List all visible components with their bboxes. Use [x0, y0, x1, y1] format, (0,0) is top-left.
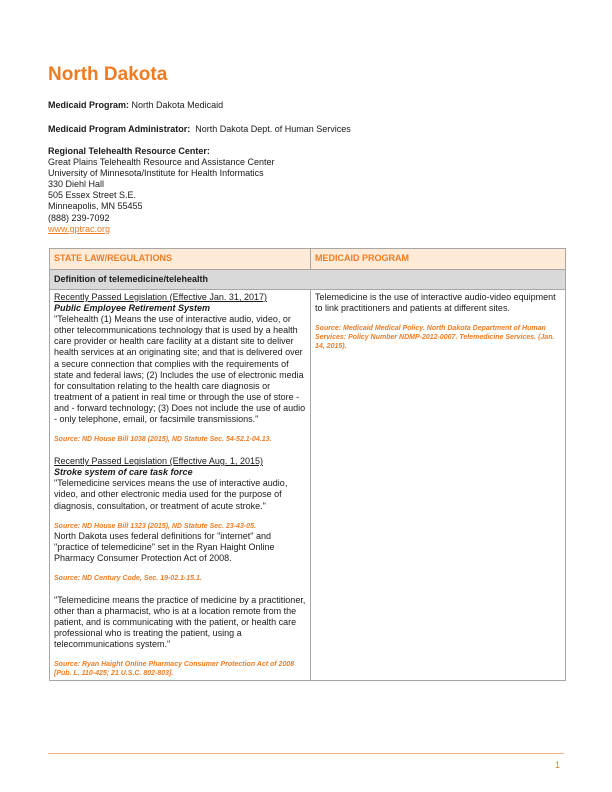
table-header-row: [50, 249, 566, 270]
resource-center-line: (888) 239-7092: [48, 212, 110, 223]
legislation-text: "Telemedicine means the practice of medicine by a practitioner, other than a pharmacist, who is at a location remote from the patient, and is communicating with the patient, or health care professional who is treating the patient, using a telecommunications system.": [54, 594, 306, 650]
resource-center-line: Minneapolis, MN 55455: [48, 201, 143, 212]
resource-center-line: University of Minnesota/Institute for Health Informatics: [48, 168, 264, 179]
medicaid-program-value: North Dakota Medicaid: [131, 100, 224, 110]
legislation-title: Recently Passed Legislation (Effective Jan. 31, 2017): [54, 292, 267, 302]
legislation-text: "Telemedicine services means the use of interactive audio, video, and other electronic media used for the purpose of diagnosis, consultation, or treatment of acute stroke.": [54, 478, 288, 511]
legislation-entry: [54, 595, 306, 678]
medicaid-text: Telemedicine is the use of interactive audio-video equipment to link practitioners and patients at different sites.: [315, 292, 556, 314]
medicaid-cell: [311, 290, 566, 681]
source-citation: Source: ND House Bill 1323 (2015), ND Statute Sec. 23-43-05.: [54, 522, 256, 530]
legislation-entry: [54, 456, 306, 530]
medicaid-admin: Medicaid Program Administrator: North Dakota Dept. of Human Services: [48, 124, 351, 134]
header-state-law: STATE LAW/REGULATIONS: [50, 249, 311, 270]
footer-divider: [48, 753, 564, 754]
resource-center-link[interactable]: www.gptrac.org: [48, 223, 111, 234]
header-medicaid: MEDICAID PROGRAM: [311, 249, 566, 270]
medicaid-admin-value: North Dakota Dept. of Human Services: [195, 124, 351, 134]
resource-center-line: 330 Diehl Hall: [48, 179, 105, 190]
legislation-text: "Telehealth (1) Means the use of interactive audio, video, or other telecommunications technology that is used by a health care provider or health care facility at a distant site to deliver health services at an originating site; and that is delivered over a secure connection that complies with the requirements of state and federal laws; (2) Includes the use of electronic media for consultation relating to the health care diagnosis or treatment of a patient in real time or through the use of store - and - forward technology; (3) Does not include the use of audio - only telephone, email, or facsimile transmissions.": [54, 314, 306, 425]
legislation-entry: [54, 292, 306, 444]
source-citation: Source: Medicaid Medical Policy. North Dakota Department of Human Services: Policy Number NDMP-2012-0007. Telemedicine Services. (Jan. 14, 2015).: [315, 325, 555, 351]
medicaid-program-label: Medicaid Program: [48, 100, 127, 110]
legislation-subtitle: Stroke system of care task force: [54, 467, 193, 478]
section-row: [50, 270, 566, 290]
page-title: North Dakota: [48, 64, 168, 85]
resource-center-line: Great Plains Telehealth Resource and Assistance Center: [48, 157, 275, 168]
source-citation: Source: ND Century Code, Sec. 19-02.1-15.1.: [54, 574, 202, 582]
page-number: 1: [555, 760, 561, 770]
medicaid-admin-label: Medicaid Program Administrator: [48, 124, 188, 134]
policy-table: [49, 248, 566, 681]
legislation-subtitle: Public Employee Retirement System: [54, 303, 211, 314]
medicaid-program: Medicaid Program: North Dakota Medicaid: [48, 100, 224, 110]
legislation-text: North Dakota uses federal definitions for "internet" and "practice of telemedicine" set in the Ryan Haight Online Pharmacy Consumer Protection Act of 2008.: [54, 530, 275, 563]
legislation-entry: [54, 531, 306, 583]
source-citation: Source: Ryan Haight Online Pharmacy Consumer Protection Act of 2008 [Pub. L. 110-425; 21 U.S.C. 802-803].: [54, 661, 295, 678]
legislation-title: Recently Passed Legislation (Effective Aug. 1, 2015): [54, 456, 263, 467]
resource-center-label: Regional Telehealth Resource Center:: [48, 146, 210, 156]
state-law-cell: [50, 290, 311, 681]
resource-center-line: 505 Essex Street S.E.: [48, 190, 137, 201]
section-title: Definition of telemedicine/telehealth: [50, 270, 566, 290]
table-row: [50, 290, 566, 681]
source-citation: Source: ND House Bill 1038 (2015), ND Statute Sec. 54-52.1-04.13.: [54, 436, 272, 444]
resource-center: [48, 146, 274, 235]
